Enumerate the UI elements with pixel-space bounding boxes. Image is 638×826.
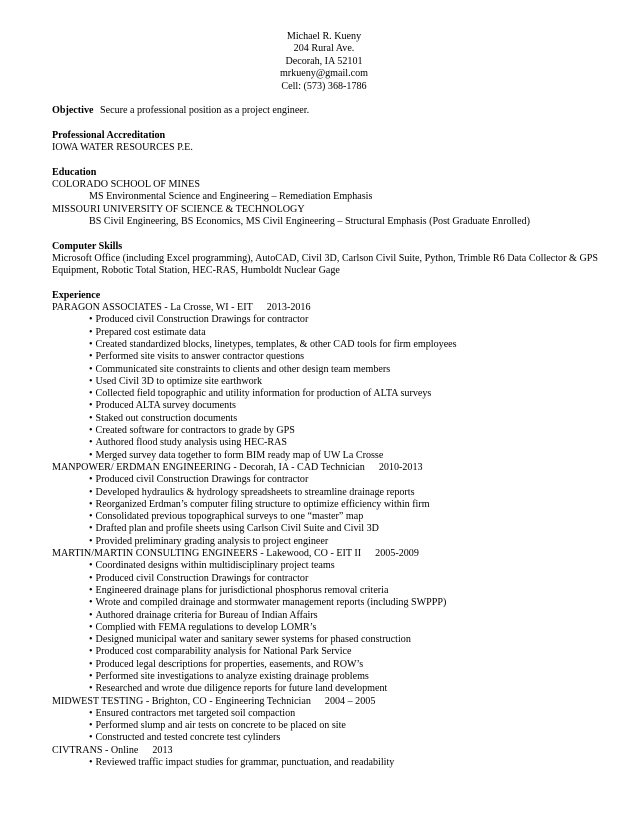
list-item: • Authored drainage criteria for Bureau of Indian Affairs	[52, 610, 598, 622]
list-item: • Produced cost comparability analysis for National Park Service	[52, 646, 598, 658]
school-name: COLORADO SCHOOL OF MINES	[52, 179, 200, 191]
skills-text: Microsoft Office (including Excel programming), AutoCAD, Civil 3D, Carlson Civil Suite, Python, Trimble R6 Data Collector & GPS Equipment, Robotic Total Station, HEC-RAS, Humboldt Nuclear Gage	[52, 252, 598, 277]
job-dates: 2013-2016	[266, 302, 311, 314]
list-item: • Reviewed traffic impact studies for grammar, punctuation, and readability	[52, 757, 598, 769]
list-item: • Produced ALTA survey documents	[52, 400, 598, 412]
list-item: • Produced civil Construction Drawings for contractor	[52, 314, 598, 326]
job-title: MANPOWER/ ERDMAN ENGINEERING - Decorah, IA - CAD Technician	[52, 461, 365, 473]
list-item: • Wrote and compiled drainage and stormwater management reports (including SWPPP)	[52, 597, 598, 609]
school-name: MISSOURI UNIVERSITY OF SCIENCE & TECHNOLOGY	[52, 203, 305, 215]
list-item: • Collected field topographic and utility information for production of ALTA surveys	[52, 388, 598, 400]
education-label: Education	[52, 166, 97, 178]
list-item: • Provided preliminary grading analysis to project engineer	[52, 536, 598, 548]
job-title: CIVTRANS - Online	[52, 744, 139, 756]
job-dates: 2010-2013	[378, 461, 423, 473]
job-heading	[52, 462, 598, 474]
skills-section	[52, 241, 598, 278]
list-item: • Reorganized Erdman’s computer filing structure to optimize efficiency within firm	[52, 499, 598, 511]
objective-section	[52, 105, 598, 117]
school-degree: MS Environmental Science and Engineering – Remediation Emphasis	[89, 191, 373, 203]
contact-header	[50, 31, 598, 93]
list-item: • Produced civil Construction Drawings for contractor	[52, 573, 598, 585]
skills-label: Computer Skills	[52, 240, 123, 252]
school-degree: BS Civil Engineering, BS Economics, MS Civil Engineering – Structural Emphasis (Post Graduate Enrolled)	[89, 216, 530, 227]
experience-section	[52, 290, 598, 770]
job-dates: 2004 – 2005	[324, 695, 376, 707]
accreditation-label: Professional Accreditation	[52, 129, 166, 141]
list-item: • Ensured contractors met targeted soil compaction	[52, 708, 598, 720]
accreditation-section	[52, 130, 598, 155]
list-item: • Developed hydraulics & hydrology spreadsheets to streamline drainage reports	[52, 487, 598, 499]
list-item: • Researched and wrote due diligence reports for future land development	[52, 683, 598, 695]
list-item: • Consolidated previous topographical surveys to one “master” map	[52, 511, 598, 523]
education-section	[52, 167, 598, 228]
accreditation-text: IOWA WATER RESOURCES P.E.	[52, 142, 193, 154]
list-item: • Designed municipal water and sanitary sewer systems for phased construction	[52, 634, 598, 646]
objective-label: Objective	[52, 105, 94, 117]
job-dates: 2013	[152, 744, 173, 756]
job-title: PARAGON ASSOCIATES - La Crosse, WI - EIT	[52, 302, 253, 314]
list-item: • Produced civil Construction Drawings for contractor	[52, 474, 598, 486]
job-title: MIDWEST TESTING - Brighton, CO - Engineering Technician	[52, 695, 311, 707]
list-item: • Created software for contractors to grade by GPS	[52, 425, 598, 437]
job-dates: 2005-2009	[375, 548, 419, 560]
list-item: • Communicated site constraints to clients and other design team members	[52, 364, 598, 376]
contact-email: mrkueny@gmail.com	[279, 68, 369, 80]
list-item: • Merged survey data together to form BIM ready map of UW La Crosse	[52, 450, 598, 462]
contact-name: Michael R. Kueny	[286, 31, 362, 42]
job-heading	[52, 548, 598, 560]
contact-street: 204 Rural Ave.	[293, 43, 355, 55]
job-heading	[52, 696, 598, 708]
list-item: • Coordinated designs within multidisciplinary project teams	[52, 560, 598, 572]
list-item: • Drafted plan and profile sheets using Carlson Civil Suite and Civil 3D	[52, 523, 598, 535]
list-item: • Complied with FEMA regulations to develop LOMR’s	[52, 622, 598, 634]
contact-city: Decorah, IA 52101	[285, 55, 363, 67]
list-item: • Performed site visits to answer contractor questions	[52, 351, 598, 363]
list-item: • Staked out construction documents	[52, 413, 598, 425]
list-item: • Performed site investigations to analyze existing drainage problems	[52, 671, 598, 683]
objective-text: Secure a professional position as a project engineer.	[100, 105, 310, 117]
list-item: • Performed slump and air tests on concrete to be placed on site	[52, 720, 598, 732]
job-title: MARTIN/MARTIN CONSULTING ENGINEERS - Lakewood, CO - EIT II	[52, 548, 362, 560]
list-item: • Engineered drainage plans for jurisdictional phosphorus removal criteria	[52, 585, 598, 597]
list-item: • Authored flood study analysis using HEC-RAS	[52, 437, 598, 449]
list-item: • Used Civil 3D to optimize site earthwork	[52, 376, 598, 388]
list-item: • Constructed and tested concrete test cylinders	[52, 732, 598, 744]
list-item: • Prepared cost estimate data	[52, 327, 598, 339]
job-heading	[52, 302, 598, 314]
contact-phone: Cell: (573) 368-1786	[281, 80, 367, 92]
job-heading	[52, 745, 598, 757]
experience-label: Experience	[52, 289, 101, 301]
list-item: • Produced legal descriptions for properties, easements, and ROW’s	[52, 659, 598, 671]
list-item: • Created standardized blocks, linetypes, templates, & other CAD tools for firm employees	[52, 339, 598, 351]
